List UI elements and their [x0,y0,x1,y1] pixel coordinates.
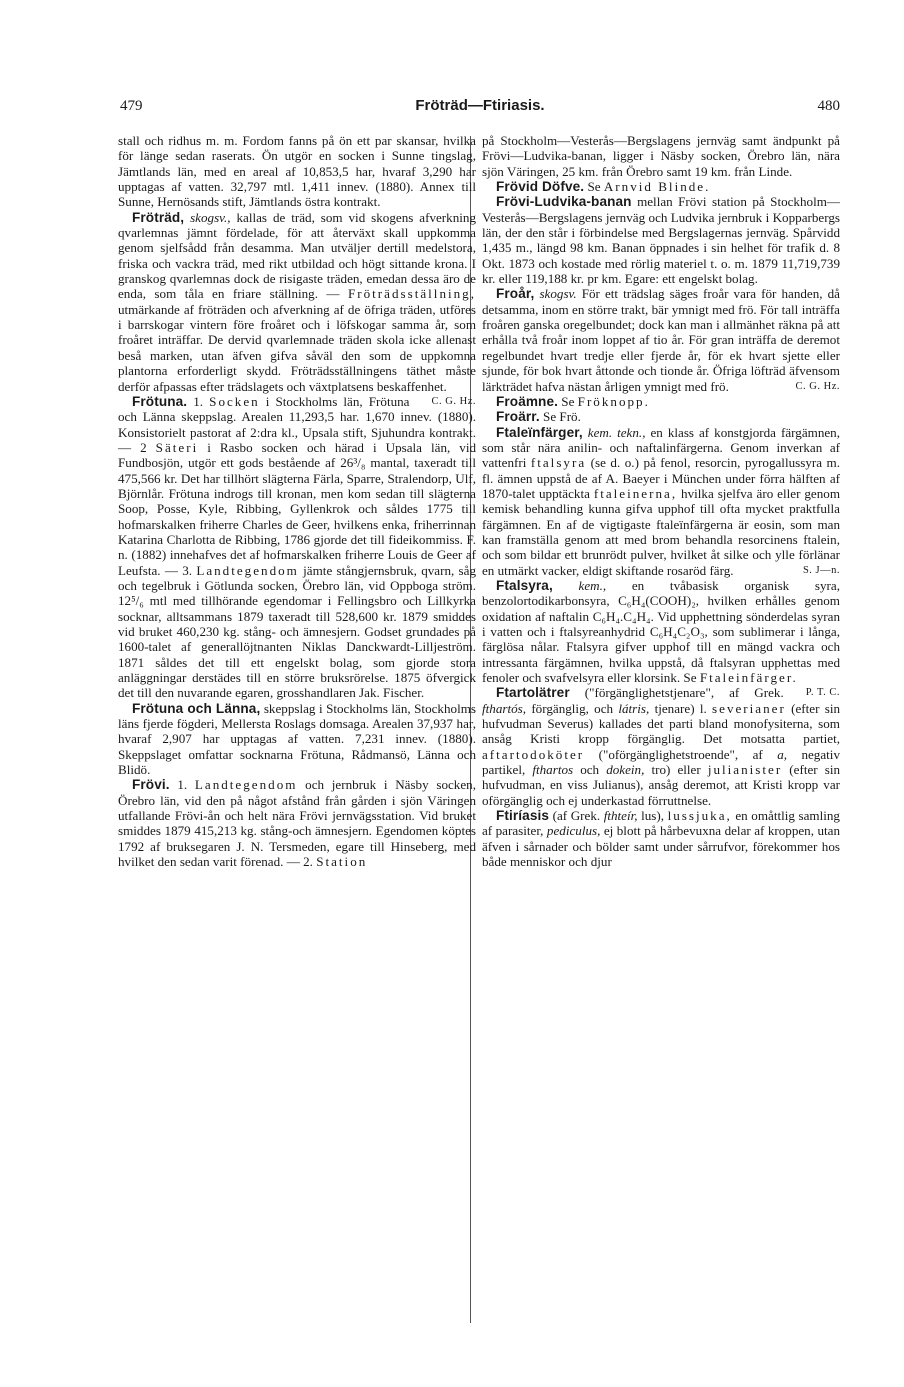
entry-text: ej blott på hårbevuxna delar af kroppen, utan äfven i sårnader och bölder samt under sårrufvor, förekommer hos både menniskor och djur [482,823,840,870]
cross-reference: Ftaleinfärger. [699,670,798,686]
entry-text: negativ partikel, [482,746,840,778]
entry-frotuna [118,394,476,701]
entry-text: kallas de träd, som vid skogens afverkning qvarlemnas jämnt fördelade, för att återväxt skall uppkomma genom sjelfsådd från desamma. Man utväljer dertill medelstora, friska och vackra träd, med rikt utbildad och högt sittande krona. I granskog qvarlemnas dock de risigaste träden, emedan dessa äro de enda, som tåla en friare ställning. — [118,209,476,302]
entry-text: skeppslag i Stockholms län, Stockholms läns fjerde fögderi, Mellersta Roslags domsaga. Arealen 37,937 har, hvaraf 2,907 har upptagas af vatten. 7,231 innev. (1880). Skeppslaget omfattar socknarna Frötuna, Rådmansö, Länna och Blidö. [118,700,476,778]
entry-text: en tvåbasisk organisk syra, benzolortodikarbonsyra, C₆H₄(COOH)₂, hvilken erhålles genom oxidation af naftalin C₆H₄.C₄H₄. Vid upphettning sönderdelas syran i vatten och i ftalsyreanhydrid C₆H₄C₂O₃, som sublimerar i långa, färglösa nålar. Ftalsyra gifver upphof till en mängd vackra och intressanta färgämnen, hvilka uppstå, då ftalsyran upphettas med fenoler och svafvelsyra eller klorsink. Se [482,577,840,686]
entry-text: (se d. o.) på fenol, resorcin, pyrogallussyra m. fl. ämnen uppstå de af A. Baeyer i München under förra hälften af 1870-talet upptäckta [482,455,840,501]
running-title: Fröträd—Ftiriasis. [415,97,545,114]
author-signature: C. G. Hz. [795,380,840,392]
spaced-term: julianister [707,762,783,778]
headword: Froärr. [496,409,540,425]
page-number-left: 479 [120,98,143,114]
spaced-term: Fröträdsställning, [347,286,476,302]
entry-froarr [482,409,840,424]
entry-text: tjenare) l. [654,700,707,716]
page-number-right: 480 [817,98,840,114]
greek-word: dokein, [606,762,645,778]
entry-frovid-dofve [482,179,840,194]
entry-frovi-ludvika-banan [482,194,840,286]
entry-text: utmärkande af fröträden och afverkning af de öfriga träden, utföres i barrskogar vintern före froåret och i löfskogar samma år, som froåret inträffar. De dervid qvarlemnade träden skola icke allenast beså marken, utan äfven gifva såväl den som de uppkomna plantorna erforderligt skydd. Fröträdsställningens täthet måste derför afpassas efter trädslagets och växtplatsens beskaffenhet. [118,301,476,394]
headword: Ftaleïnfärger, [496,424,583,440]
entry-ftiriasis [482,808,840,869]
left-column [118,133,476,870]
entry-text: (af Grek. [552,808,601,824]
entry-text: på Stockholm—Vesterås—Bergslagens jernväg samt ändpunkt på Frövi—Ludvika-banan, ligger i Näsby socken, Örebro län, nära sjön Väringen, 25 km. från Örebro samt 19 km. från Linde. [482,133,840,179]
entry-text: tro) eller [651,762,701,778]
entry-text: 1. [177,777,188,793]
author-signature: C. G. Hz. [431,395,476,407]
headword: Froår, [496,286,535,302]
headword: Frövi-Ludvika-banan [496,194,632,210]
headword: Frötuna. [132,393,188,409]
headword: Ftalsyra, [496,577,553,593]
spaced-term: Landtegendom [196,562,299,578]
subject-label: skogsv., [190,209,231,225]
spaced-term: lussjuka, [667,808,732,824]
headword: Frövi. [132,777,170,793]
entry-text: ("oförgänglighetstroende", af [598,746,763,762]
entry-text: en klass af konstgjorda färgämnen, som står nära anilin- och naftalinfärgerna. Genom inverkan af vattenfri [482,424,840,471]
headword: Fröträd, [132,209,185,225]
entry-froar [482,286,840,393]
entry-text: och [580,762,600,778]
greek-word: a, [777,746,788,762]
entry-text: förgänglig, och [531,700,614,716]
entry-frovi-continuation [482,133,840,179]
entry-text: För ett trädslag säges froår vara för handen, då detsamma, inom en större trakt, bär ymnigt med frö. För tall inträffa froåren ganska oregelbundet; dock kan man i allmänhet räkna på att erhålla två froår inom loppet af tio år. För gran inträffa de deremot regelbundet hvart tredje eller fjerde år, för ek hvart sjette eller sjunde, för bok hvart åttonde och tionde år. Öfriga löfträd äfvensom lärkträdet hafva nästan årligen ymnigt med frö. [482,286,840,394]
entry-text: jämte stångjernsbruk, qvarn, såg och tegelbruk i Götlunda socken, Örebro län, vid Oppboga ström. 12⁵/₆ mtl med tillhörande egendomar i Fellingsbro och Lillkyrka socknar, alltsammans 1879 taxeradt till 528,600 kr. 1879 smiddes vid bruket 460,230 kg. stång- och ämnesjern. Godset grundades på 1600-talet af generallöjtnanten Niklas Danckwardt-Lilljeström. 1871 såldes det till ett engelskt bolag, som gjorde stora anläggningar derstädes till en större bruksrörelse. 1875 öfvergick det till den nuvarande egaren, grosshandlaren Jak. Fischer. [118,562,477,701]
spaced-term: severianer [712,700,786,716]
headword: Ftartolätrer [496,685,570,701]
entry-text: stall och ridhus m. m. Fordom fanns på ön ett par skansar, hvilka för länge sedan raserats. Ön utgör en socken i Sunne tingslag, Jämtlands län, med en areal af 10,853,5 har, hvaraf 3,290 har upptagas af vatten. 32,797 mtl. 1,411 innev. (1880). Annex till Sunne, Hernösands stift, Jämtlands östra kontrakt. [118,133,476,210]
greek-word: fthteír, [603,808,638,824]
entry-text: lus), [641,808,665,824]
entry-text: hvilka sjelfva äro eller genom kemisk behandling kunna gifva upphof till ofta mycket praktfulla färgämnen. En af de vigtigaste ftaleïnfärgerna är eosin, som man kan framställa genom att med brom behandla resorcinens ftalein, och som bildar ett brunrödt pulver, hvilket åt silke och ylle förlänar en utmärkt vacker, eldigt skiftande rosaröd färg. [482,485,841,578]
entry-text: 1. [193,393,204,409]
cross-reference: Fröknopp. [577,393,650,409]
greek-word: fthartos [532,762,574,778]
spaced-term: aftartodoköter [482,746,585,762]
latin-word: pediculus, [546,823,601,839]
spaced-term: Landtegendom [194,777,298,793]
greek-word: fthartós, [482,700,527,716]
page-header [116,98,844,120]
entry-text: Se [561,393,575,409]
cross-reference: Arnvid Blinde. [603,179,711,195]
subject-label: kem. tekn., [587,424,646,440]
entry-text: mellan Frövi station på Stockholm—Vesterås—Bergslagens jernväg och Ludvika jernbruk i Kopparbergs län, der den står i förbindelse med Bergslagernas jernväg. Spårvidd 1,435 m., längd 98 km. Banan öppnades i sin helhet för trafik d. 8 Okt. 1873 och kostade med rörlig materiel t. o. m. 1879 11,719,739 kr. eller 119,188 kr. pr km. Egare: ett engelskt bolag. [482,194,840,287]
entry-text: i Stockholms län, Frötuna och Länna skeppslag. Arealen 11,293,5 har. 1,670 innev. (1880). Konsistorielt pastorat af 2:dra kl., Upsala stift, Sjuhundra kontrakt. — 2 [118,393,476,455]
author-signature: S. J—n. [802,564,840,576]
author-signature: P. T. C. [805,687,840,699]
spaced-term: Station [316,854,368,870]
entry-text: Se Frö. [543,409,581,425]
entry-text: i Rasbo socken och härad i Upsala län, vid Fundbosjön, utgör ett gods bestående af 26³/₈ mantal, taxeradt till 475,566 kr. Det har tillhört slägterna Färla, Sparre, Stralendorp, Ulf, Björnlår. Frötuna indrogs till kronan, men kom sedan till slägterna Soop, Posse, Kyle, Ribbing, Gyllenkrok och såldes 1775 till hofmarskalken friherre Charles de Geer, hvilkens enka, friherrinnan Katarina Charlotta de Ribbing, 1786 gjorde det till fideikommiss. F. n. (1882) innehafves det af hofmarskalken friherre Louis de Geer af Leufsta. — 3. [118,439,476,578]
spaced-term: Socken [209,393,260,409]
headword: Frövid Döfve. [496,179,585,195]
entry-ftaleinfarger [482,425,840,578]
subject-label: kem., [578,577,607,593]
entry-ftartolatrer [482,685,840,808]
entry-text: ("förgänglighetstjenare", af Grek. [584,685,784,701]
spaced-term: ftaleinerna, [593,485,678,501]
entry-text: en omåttlig samling af parasiter, [482,808,840,839]
entry-frosön-continuation [118,133,476,210]
headword: Froämne. [496,393,558,409]
subject-label: skogsv. [539,286,577,302]
entry-text: (efter sin hufvudman, en viss Julianus), ansåg deremot, att Kristi kropp var oförgänglig och ej underkastad förruttnelse. [482,762,841,808]
spaced-term: ftalsyra [530,455,587,471]
right-column [482,133,840,870]
headword: Frötuna och Länna, [132,700,261,716]
entry-text: Se [587,179,601,195]
headword: Ftiríasis [496,808,550,824]
spaced-term: Säteri [155,439,199,455]
entry-froamne [482,394,840,409]
entry-frotuna-och-lanna [118,701,476,778]
greek-word: látris, [618,700,650,716]
entry-text: och jernbruk i Näsby socken, Örebro län, vid den på något afstånd från gården i sjön Väringen utfallande Frövi-ån och helt nära Frövi jernvägsstation. Vid bruket smiddes 1879 415,213 kg. stång-och ämnesjern. Egendomen köptes 1792 af bruksegaren J. N. Tersmeden, egare till Hinseberg, med hvilket den sedan varit förenad. — 2. [118,777,476,870]
entry-frovi [118,777,476,869]
entry-text: (efter sin hufvudman Severus) kallades det parti bland monofysiterna, som ansåg Kristi kropp förgänglig. Det motsatta partiet, [482,700,841,747]
